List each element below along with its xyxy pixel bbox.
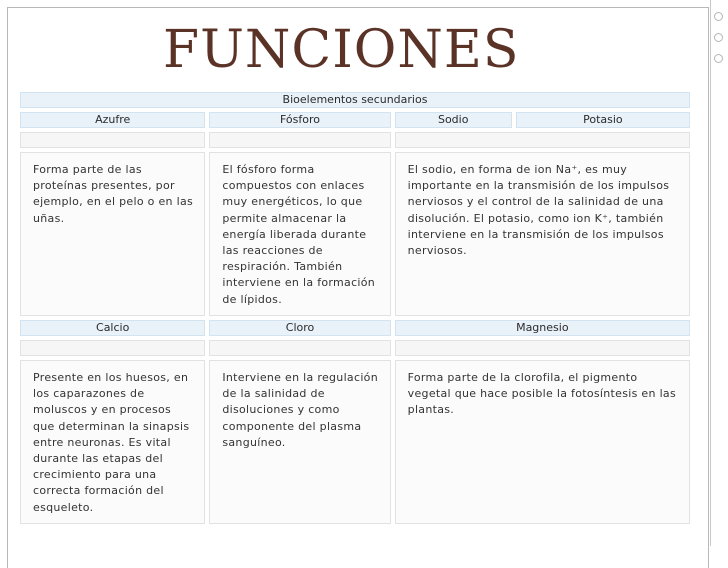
spacer-cell bbox=[20, 132, 205, 148]
header-cloro: Cloro bbox=[209, 320, 390, 336]
bioelements-table bbox=[18, 90, 692, 526]
spacer-cell bbox=[20, 340, 205, 356]
slide-title: FUNCIONES bbox=[163, 20, 520, 80]
spacer-cell bbox=[209, 340, 390, 356]
header-magnesio: Magnesio bbox=[395, 320, 690, 336]
header-azufre: Azufre bbox=[20, 112, 205, 128]
spacer-cell bbox=[395, 132, 690, 148]
header-calcio: Calcio bbox=[20, 320, 205, 336]
header-potasio: Potasio bbox=[516, 112, 690, 128]
spacer-cell bbox=[209, 132, 390, 148]
cell-cloro: Interviene en la regulación de la salinidad de disoluciones y como componente del plasma sanguíneo. bbox=[209, 360, 390, 524]
spacer-cell bbox=[395, 340, 690, 356]
cell-sodio-potasio: El sodio, en forma de ion Na⁺, es muy importante en la transmisión de los impulsos nerviosos y el control de la salinidad de una disolución. El potasio, como ion K⁺, también interviene en la transmisión de los impulsos nerviosos. bbox=[395, 152, 690, 316]
ring-decoration bbox=[714, 33, 723, 42]
header-sodio: Sodio bbox=[395, 112, 512, 128]
header-fosforo: Fósforo bbox=[209, 112, 390, 128]
cell-fosforo: El fósforo forma compuestos con enlaces muy energéticos, lo que permite almacenar la energía liberada durante las reacciones de respiración. También interviene en la formación de lípidos. bbox=[209, 152, 390, 316]
cell-azufre: Forma parte de las proteínas presentes, por ejemplo, en el pelo o en las uñas. bbox=[20, 152, 205, 316]
cell-calcio: Presente en los huesos, en los caparazones de moluscos y en procesos que determinan la sinapsis entre neuronas. Es vital durante las etapas del crecimiento para una correcta formación del esqueleto. bbox=[20, 360, 205, 524]
ring-decoration bbox=[714, 12, 723, 21]
table-caption: Bioelementos secundarios bbox=[20, 92, 690, 108]
cell-magnesio: Forma parte de la clorofila, el pigmento vegetal que hace posible la fotosíntesis en las plantas. bbox=[395, 360, 690, 524]
ring-decoration bbox=[714, 54, 723, 63]
